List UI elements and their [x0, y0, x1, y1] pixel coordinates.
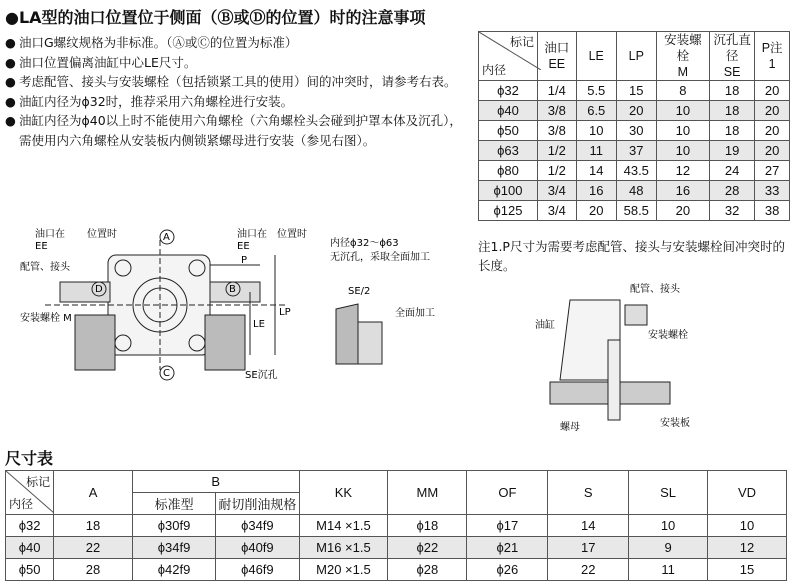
table-cell: 16 [576, 181, 616, 201]
header-p: P注1 [755, 32, 790, 81]
table-cell: 3/8 [537, 101, 576, 121]
table-cell: 1/4 [537, 81, 576, 101]
table-cell: ϕ63 [479, 141, 538, 161]
note-item [5, 92, 473, 112]
pipe-label: 配管、接头 [20, 262, 70, 273]
table-cell: 24 [710, 161, 755, 181]
table-footnote: 注1.P尺寸为需要考虑配管、接头与安装螺栓间冲突时的长度。 [478, 239, 785, 273]
note-item [5, 53, 473, 73]
table-cell: 20 [755, 101, 790, 121]
bolt-label: 安装螺栓 M [20, 313, 72, 324]
table-cell: M20 ×1.5 [299, 559, 388, 581]
table-cell: 20 [576, 201, 616, 221]
table-cell: 10 [708, 515, 787, 537]
table-cell: 16 [656, 181, 709, 201]
note-text: 油口G螺纹规格为非标准。（Ⓐ或Ⓒ的位置为标准） [19, 35, 298, 50]
table-cell: 28 [54, 559, 133, 581]
table-cell: 9 [629, 537, 708, 559]
se2-label: SE/2 [348, 286, 371, 297]
cyl-label: 油缸 [535, 320, 555, 331]
ee-left-label: EE [35, 241, 48, 252]
section-title: 尺寸表 [5, 449, 54, 468]
dim-table-body [6, 515, 787, 581]
table-row [479, 81, 790, 101]
port-dimension-table [478, 31, 790, 221]
section-shape [336, 304, 382, 364]
table-cell: 6.5 [576, 101, 616, 121]
dim-header-a: A [54, 471, 133, 515]
table-cell: 37 [616, 141, 656, 161]
table-cell: 18 [54, 515, 133, 537]
header-ee [537, 32, 576, 81]
table-cell: 10 [656, 101, 709, 121]
table-row [479, 141, 790, 161]
dim-corner-top: 标记 [26, 475, 51, 489]
table-cell: 33 [755, 181, 790, 201]
table-cell: 20 [616, 101, 656, 121]
table-cell: 20 [755, 121, 790, 141]
table-cell: 20 [755, 141, 790, 161]
table-cell: 1/2 [537, 161, 576, 181]
table-row [479, 181, 790, 201]
note-bullet: ● [5, 93, 16, 109]
header-ee-line1: 油口 [544, 41, 570, 55]
table-cell: 3/4 [537, 181, 576, 201]
table-cell: 10 [629, 515, 708, 537]
header-se-line1: 沉孔直径 [713, 33, 751, 63]
table-cell: ϕ32 [6, 515, 54, 537]
notes-list [5, 33, 473, 151]
table-cell: 10 [576, 121, 616, 141]
table-cell: M16 ×1.5 [299, 537, 388, 559]
dimension-table [5, 470, 787, 581]
table-cell: 27 [755, 161, 790, 181]
table-cell: 22 [548, 559, 629, 581]
table-cell: ϕ50 [6, 559, 54, 581]
marker-b: B [229, 284, 236, 295]
table-cell: ϕ28 [388, 559, 467, 581]
right-mount-block [205, 315, 245, 370]
table-cell: 30 [616, 121, 656, 141]
corner-top-label: 标记 [509, 35, 534, 49]
table-cell: 43.5 [616, 161, 656, 181]
mounting-detail-diagram [530, 280, 700, 440]
table-cell: ϕ40 [479, 101, 538, 121]
table-cell: ϕ125 [479, 201, 538, 221]
table-cell: 28 [710, 181, 755, 201]
left-mount-block [75, 315, 115, 370]
table-cell: 3/4 [537, 201, 576, 221]
p-label: P [241, 255, 248, 266]
table-cell: ϕ50 [479, 121, 538, 141]
note-item [5, 33, 473, 53]
table-cell: 10 [656, 121, 709, 141]
dim-header-sl: SL [629, 471, 708, 515]
table-cell: 14 [548, 515, 629, 537]
ee-right-label: EE [237, 241, 250, 252]
header-se-line2: SE [723, 65, 741, 79]
table-cell: ϕ26 [467, 559, 548, 581]
header-m-line1: 安装螺栓 [664, 33, 702, 63]
table-cell: 18 [710, 101, 755, 121]
dim-header-s: S [548, 471, 629, 515]
table-cell: 20 [755, 81, 790, 101]
table-cell: ϕ42f9 [132, 559, 215, 581]
front-view-diagram [15, 215, 315, 390]
table-cell: 8 [656, 81, 709, 101]
table-cell: 32 [710, 201, 755, 221]
corner-header [479, 32, 538, 81]
table-cell: ϕ46f9 [216, 559, 299, 581]
table-cell: 22 [54, 537, 133, 559]
note-bullet: ● [5, 35, 16, 50]
table-cell: ϕ40 [6, 537, 54, 559]
bore-range-label: 内径ϕ32～ϕ63 [330, 238, 399, 249]
header-m-line2: M [677, 65, 689, 79]
side-section-diagram [328, 234, 458, 374]
dim-header-vd: VD [708, 471, 787, 515]
table-cell: ϕ22 [388, 537, 467, 559]
dim-header-b: B [132, 471, 299, 493]
pipe-label-fig3: 配管、接头 [630, 284, 680, 295]
table-row [479, 121, 790, 141]
header-se [710, 32, 755, 81]
header-lp: LP [616, 32, 656, 81]
table-cell: 5.5 [576, 81, 616, 101]
table-row [479, 201, 790, 221]
table-row [6, 537, 787, 559]
note-bullet: ● [5, 54, 16, 70]
lp-label: LP [279, 307, 291, 318]
note-bullet: ● [5, 113, 16, 129]
note-text: 油口位置偏离油缸中心LE尺寸。 [19, 54, 197, 70]
note-item [5, 72, 473, 92]
table-cell: ϕ34f9 [132, 537, 215, 559]
table-row [479, 101, 790, 121]
table-cell: 15 [616, 81, 656, 101]
table-row [6, 559, 787, 581]
port-d-label-2: 位置时 [87, 229, 117, 240]
dim-header-kk: KK [299, 471, 388, 515]
table-cell: ϕ21 [467, 537, 548, 559]
se-label: SE沉孔 [245, 370, 278, 381]
table-cell: 12 [708, 537, 787, 559]
port-table-body [479, 81, 790, 221]
table-cell: ϕ100 [479, 181, 538, 201]
table-cell: 1/2 [537, 141, 576, 161]
port-b-label-2: 位置时 [277, 229, 307, 240]
le-label: LE [253, 319, 265, 330]
header-le: LE [576, 32, 616, 81]
header-ee-line2: EE [548, 57, 566, 71]
table-cell: ϕ32 [479, 81, 538, 101]
table-cell: ϕ17 [467, 515, 548, 537]
page-title: ●LA型的油口位置位于侧面（Ⓑ或Ⓓ的位置）时的注意事项 [5, 8, 426, 27]
table-cell: 18 [710, 81, 755, 101]
note-text: 考虑配管、接头与安装螺栓（包括锁紧工具的使用）间的冲突时，请参考右表。 [19, 74, 457, 90]
port-b-label-1: 油口在 [237, 229, 267, 240]
marker-c: C [163, 368, 170, 379]
dim-header-b-standard: 标准型 [132, 493, 215, 515]
table-cell: ϕ40f9 [216, 537, 299, 559]
dim-header-of: OF [467, 471, 548, 515]
table-cell: 19 [710, 141, 755, 161]
note-bullet: ● [5, 74, 16, 90]
table-cell: 58.5 [616, 201, 656, 221]
table-cell: ϕ34f9 [216, 515, 299, 537]
note-item [5, 111, 473, 150]
table-cell: 17 [548, 537, 629, 559]
table-cell: ϕ30f9 [132, 515, 215, 537]
dim-header-row [6, 471, 787, 493]
full-machining-label: 全面加工 [395, 308, 435, 319]
table-cell: 10 [656, 141, 709, 161]
table-header-row [479, 32, 790, 81]
table-cell: 3/8 [537, 121, 576, 141]
dim-header-mm: MM [388, 471, 467, 515]
table-cell: M14 ×1.5 [299, 515, 388, 537]
table-cell: ϕ18 [388, 515, 467, 537]
table-cell: 14 [576, 161, 616, 181]
table-cell: 20 [656, 201, 709, 221]
plate-label: 安装板 [660, 418, 690, 429]
table-row [479, 161, 790, 181]
table-cell: 11 [629, 559, 708, 581]
dim-header-b-oilproof: 耐切削油规格 [216, 493, 299, 515]
dim-corner-header [6, 471, 54, 515]
marker-d: D [95, 284, 103, 295]
note-text: 油缸内径为ϕ32时，推荐采用六角螺栓进行安装。 [19, 93, 294, 109]
note-text: 油缸内径为ϕ40以上时不能使用六角螺栓（六角螺栓头会碰到护罩本体及沉孔），需使用内六角螺栓从安装板内侧锁紧螺母进行安装（参见右图）。 [19, 113, 462, 148]
no-counterbore-label: 无沉孔，采取全面加工 [330, 252, 430, 263]
header-m [656, 32, 709, 81]
table-cell: 12 [656, 161, 709, 181]
table-cell: 48 [616, 181, 656, 201]
corner-bottom-label: 内径 [482, 63, 507, 77]
table-cell: 18 [710, 121, 755, 141]
table-row [6, 515, 787, 537]
marker-a: A [163, 232, 170, 243]
table-cell: ϕ80 [479, 161, 538, 181]
mount-shape [550, 300, 670, 420]
table-cell: 11 [576, 141, 616, 161]
table-cell: 38 [755, 201, 790, 221]
table-cell: 15 [708, 559, 787, 581]
nut-label: 螺母 [560, 422, 580, 433]
port-d-label-1: 油口在 [35, 229, 65, 240]
dim-corner-bottom: 内径 [9, 497, 34, 511]
bolt-label-fig3: 安装螺栓 [648, 330, 688, 341]
